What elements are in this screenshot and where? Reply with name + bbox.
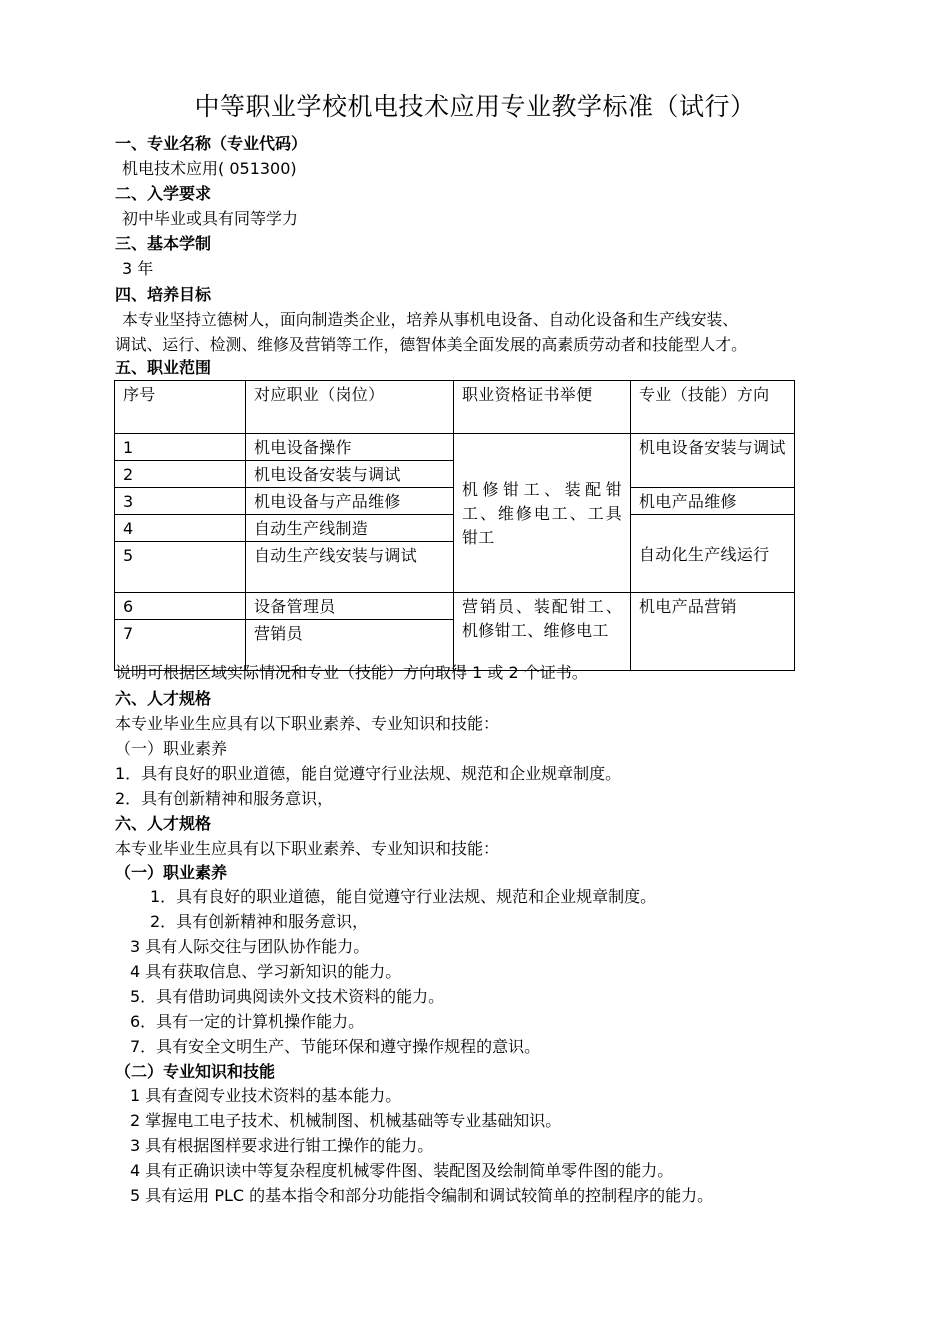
- row-number: 2: [115, 461, 246, 488]
- section-heading-objective: 四、培养目标: [115, 285, 212, 304]
- header-cell-certificate: 职业资格证书举便: [454, 381, 631, 434]
- row-job: 机电设备操作: [246, 434, 454, 461]
- subheading-professional-quality: （一）职业素养: [115, 739, 228, 758]
- list-item: 7．具有安全文明生产、节能环保和遵守操作规程的意识。: [130, 1037, 541, 1056]
- talent-intro: 本专业毕业生应具有以下职业素养、专业知识和技能：: [115, 839, 500, 858]
- row-direction: 自动化生产线运行: [631, 515, 795, 593]
- list-item: 3 具有根据图样要求进行钳工操作的能力。: [130, 1136, 434, 1155]
- row-job: 机电设备与产品维修: [246, 488, 454, 515]
- section-heading-talent: 六、人才规格: [115, 689, 212, 708]
- table-row: [115, 593, 795, 620]
- row-certificate: 机修钳工、装配钳工、维修电工、工具钳工: [454, 434, 631, 593]
- duration-text: 3 年: [122, 259, 154, 278]
- list-item: 1．具有良好的职业道德，能自觉遵守行业法规、规范和企业规章制度。: [115, 764, 622, 783]
- subheading-knowledge-skills: （二）专业知识和技能: [115, 1062, 276, 1081]
- list-item: 5．具有借助词典阅读外文技术资料的能力。: [130, 987, 445, 1006]
- table-header-row: [115, 381, 795, 434]
- row-job: 设备管理员: [246, 593, 454, 620]
- admission-text: 初中毕业或具有同等学力: [122, 209, 299, 228]
- row-number: 6: [115, 593, 246, 620]
- major-name-text: 机电技术应用( 051300): [122, 159, 297, 178]
- section-heading-major-name: 一、专业名称（专业代码）: [115, 134, 308, 153]
- list-item: 2 掌握电工电子技术、机械制图、机械基础等专业基础知识。: [130, 1111, 562, 1130]
- list-item: 5 具有运用 PLC 的基本指令和部分功能指令编制和调试较简单的控制程序的能力。: [130, 1186, 714, 1205]
- row-job: 机电设备安装与调试: [246, 461, 454, 488]
- section-heading-talent: 六、人才规格: [115, 814, 212, 833]
- row-direction: 机电产品营销: [631, 593, 795, 671]
- row-direction: 机电设备安装与调试: [631, 434, 795, 488]
- row-number: 1: [115, 434, 246, 461]
- row-job: 自动生产线制造: [246, 515, 454, 542]
- list-item: 2．具有创新精神和服务意识，: [150, 912, 369, 931]
- row-job: 自动生产线安装与调试: [246, 542, 454, 593]
- row-number: 5: [115, 542, 246, 593]
- table-row: [115, 434, 795, 461]
- table-note: 说明可根据区域实际情况和专业（技能）方向取得 1 或 2 个证书。: [115, 663, 588, 682]
- list-item: 4 具有获取信息、学习新知识的能力。: [130, 962, 402, 981]
- row-number: 7: [115, 620, 246, 671]
- subheading-professional-quality: （一）职业素养: [115, 863, 228, 882]
- list-item: 1．具有良好的职业道德，能自觉遵守行业法规、规范和企业规章制度。: [150, 887, 657, 906]
- occupation-table: [114, 380, 795, 671]
- document-title: 中等职业学校机电技术应用专业教学标准（试行）: [194, 92, 756, 121]
- row-certificate: 营销员、装配钳工、机修钳工、维修电工: [454, 593, 631, 671]
- header-cell-number: 序号: [115, 381, 246, 434]
- list-item: 6．具有一定的计算机操作能力。: [130, 1012, 365, 1031]
- header-cell-job: 对应职业（岗位）: [246, 381, 454, 434]
- row-number: 3: [115, 488, 246, 515]
- list-item: 2．具有创新精神和服务意识，: [115, 789, 334, 808]
- list-item: 4 具有正确识读中等复杂程度机械零件图、装配图及绘制简单零件图的能力。: [130, 1161, 674, 1180]
- section-heading-duration: 三、基本学制: [115, 234, 212, 253]
- section-heading-occupation: 五、职业范围: [115, 358, 212, 377]
- row-job: 营销员: [246, 620, 454, 671]
- list-item: 3 具有人际交往与团队协作能力。: [130, 937, 370, 956]
- talent-intro: 本专业毕业生应具有以下职业素养、专业知识和技能：: [115, 714, 500, 733]
- list-item: 1 具有查阅专业技术资料的基本能力。: [130, 1086, 402, 1105]
- objective-text-line2: 调试、运行、检测、维修及营销等工作，德智体美全面发展的高素质劳动者和技能型人才。: [115, 335, 747, 354]
- objective-text-line1: 本专业坚持立德树人，面向制造类企业，培养从事机电设备、自动化设备和生产线安装、: [122, 310, 739, 329]
- row-direction: 机电产品维修: [631, 488, 795, 515]
- section-heading-admission: 二、入学要求: [115, 184, 212, 203]
- row-number: 4: [115, 515, 246, 542]
- header-cell-direction: 专业（技能）方向: [631, 381, 795, 434]
